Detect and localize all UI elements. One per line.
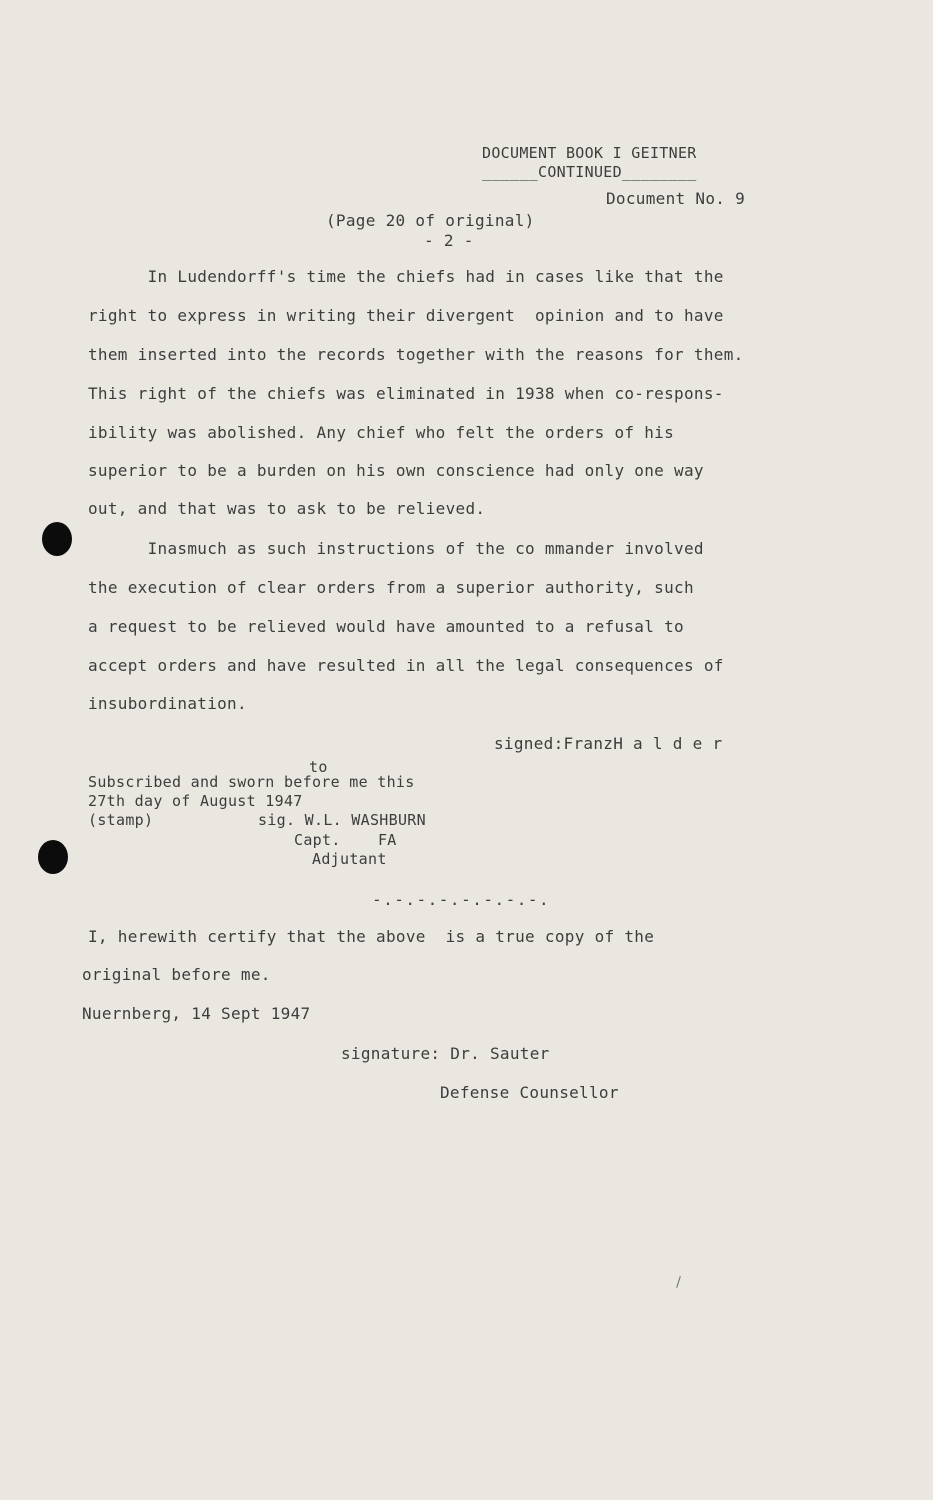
body-line: In Ludendorff's time the chiefs had in cases like that the: [88, 267, 724, 286]
affidavit-rank: Capt. FA: [294, 831, 397, 849]
continued-label: ______CONTINUED________: [482, 163, 697, 181]
certification-line-2: original before me.: [82, 965, 271, 984]
separator-line: -.-.-.-.-.-.-.-.: [372, 890, 551, 909]
page-reference: (Page 20 of original): [326, 211, 535, 230]
body-line: superior to be a burden on his own conscience had only one way: [88, 461, 704, 480]
body-line: Inasmuch as such instructions of the co mmander involved: [88, 539, 704, 558]
stray-pen-mark: [676, 1276, 681, 1288]
place-date: Nuernberg, 14 Sept 1947: [82, 1004, 311, 1023]
body-line: insubordination.: [88, 694, 247, 713]
body-line: a request to be relieved would have amounted to a refusal to: [88, 617, 684, 636]
body-line: them inserted into the records together with the reasons for them.: [88, 345, 744, 364]
document-book-title: DOCUMENT BOOK I GEITNER: [482, 144, 697, 162]
affidavit-line-2: 27th day of August 1947: [88, 792, 303, 810]
defense-counsellor-title: Defense Counsellor: [440, 1083, 619, 1102]
sauter-signature: signature: Dr. Sauter: [341, 1044, 550, 1063]
punch-hole-upper: [42, 522, 72, 556]
body-line: out, and that was to ask to be relieved.: [88, 499, 486, 518]
body-line: accept orders and have resulted in all the legal consequences of: [88, 656, 724, 675]
page-number: - 2 -: [424, 231, 474, 250]
affidavit-line-1: Subscribed and sworn before me this: [88, 773, 415, 791]
punch-hole-lower: [38, 840, 68, 874]
affidavit-insert-to: to: [309, 758, 328, 776]
certification-line-1: I, herewith certify that the above is a true copy of the: [88, 927, 655, 946]
affidavit-title: Adjutant: [312, 850, 387, 868]
affidavit-stamp: (stamp): [88, 811, 154, 829]
affidavit-signature: sig. W.L. WASHBURN: [258, 811, 426, 829]
body-line: This right of the chiefs was eliminated in 1938 when co-respons-: [88, 384, 724, 403]
body-line: the execution of clear orders from a superior authority, such: [88, 578, 694, 597]
document-number: Document No. 9: [606, 189, 746, 208]
body-line: ibility was abolished. Any chief who felt the orders of his: [88, 423, 675, 442]
halder-signature: signed:FranzH a l d e r: [494, 734, 723, 753]
body-line: right to express in writing their divergent opinion and to have: [88, 306, 724, 325]
